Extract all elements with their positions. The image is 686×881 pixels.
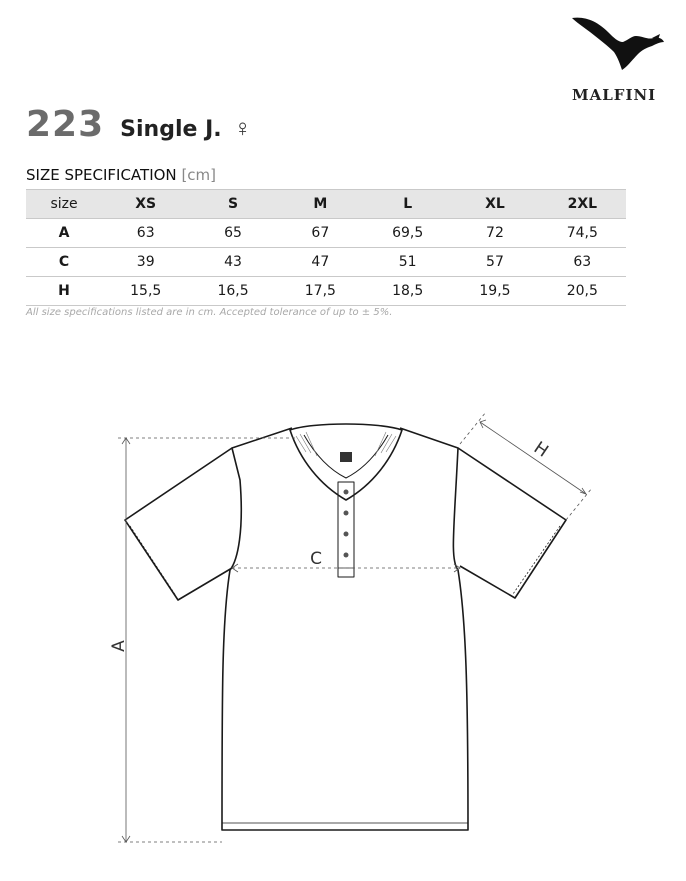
dimension-a-label: A	[109, 640, 129, 652]
table-cell: 57	[451, 248, 538, 277]
column-header: size	[26, 190, 102, 219]
column-header: XS	[102, 190, 189, 219]
table-cell: 67	[277, 219, 364, 248]
size-table	[26, 189, 626, 306]
column-header: 2XL	[539, 190, 626, 219]
spec-heading-text: SIZE SPECIFICATION	[26, 166, 177, 184]
table-row	[26, 219, 626, 248]
brand-name: MALFINI	[572, 86, 657, 104]
table-cell: 39	[102, 248, 189, 277]
table-row	[26, 248, 626, 277]
dimension-h-label: H	[529, 437, 552, 462]
table-cell: 20,5	[539, 277, 626, 306]
dimension-c-label: C	[310, 549, 322, 569]
column-header: L	[364, 190, 451, 219]
product-code: 223	[26, 104, 105, 145]
table-cell: 74,5	[539, 219, 626, 248]
column-header: XL	[451, 190, 538, 219]
spec-unit: [cm]	[181, 166, 217, 184]
column-header: S	[189, 190, 276, 219]
row-label: A	[26, 219, 102, 248]
brand-logo	[560, 12, 680, 104]
table-cell: 63	[102, 219, 189, 248]
table-cell: 65	[189, 219, 276, 248]
table-cell: 47	[277, 248, 364, 277]
table-cell: 63	[539, 248, 626, 277]
bird-logo-icon	[568, 12, 668, 72]
table-cell: 17,5	[277, 277, 364, 306]
table-cell: 16,5	[189, 277, 276, 306]
table-cell: 18,5	[364, 277, 451, 306]
table-cell: 51	[364, 248, 451, 277]
left-sleeve-outline	[125, 448, 232, 600]
shirt-body-outline	[222, 428, 468, 830]
column-header: M	[277, 190, 364, 219]
table-row	[26, 277, 626, 306]
tolerance-note: All size specifications listed are in cm. Accepted tolerance of up to ± 5%.	[26, 307, 393, 318]
row-label: C	[26, 248, 102, 277]
row-label: H	[26, 277, 102, 306]
table-cell: 43	[189, 248, 276, 277]
product-name: Single J.	[120, 117, 222, 142]
right-sleeve-outline	[458, 448, 566, 598]
table-cell: 19,5	[451, 277, 538, 306]
table-cell: 15,5	[102, 277, 189, 306]
table-header-row	[26, 190, 626, 219]
female-symbol-icon: ♀	[233, 115, 252, 142]
spec-heading	[26, 166, 216, 184]
table-cell: 69,5	[364, 219, 451, 248]
product-title	[26, 104, 252, 152]
polo-shirt-diagram	[0, 360, 686, 870]
table-cell: 72	[451, 219, 538, 248]
